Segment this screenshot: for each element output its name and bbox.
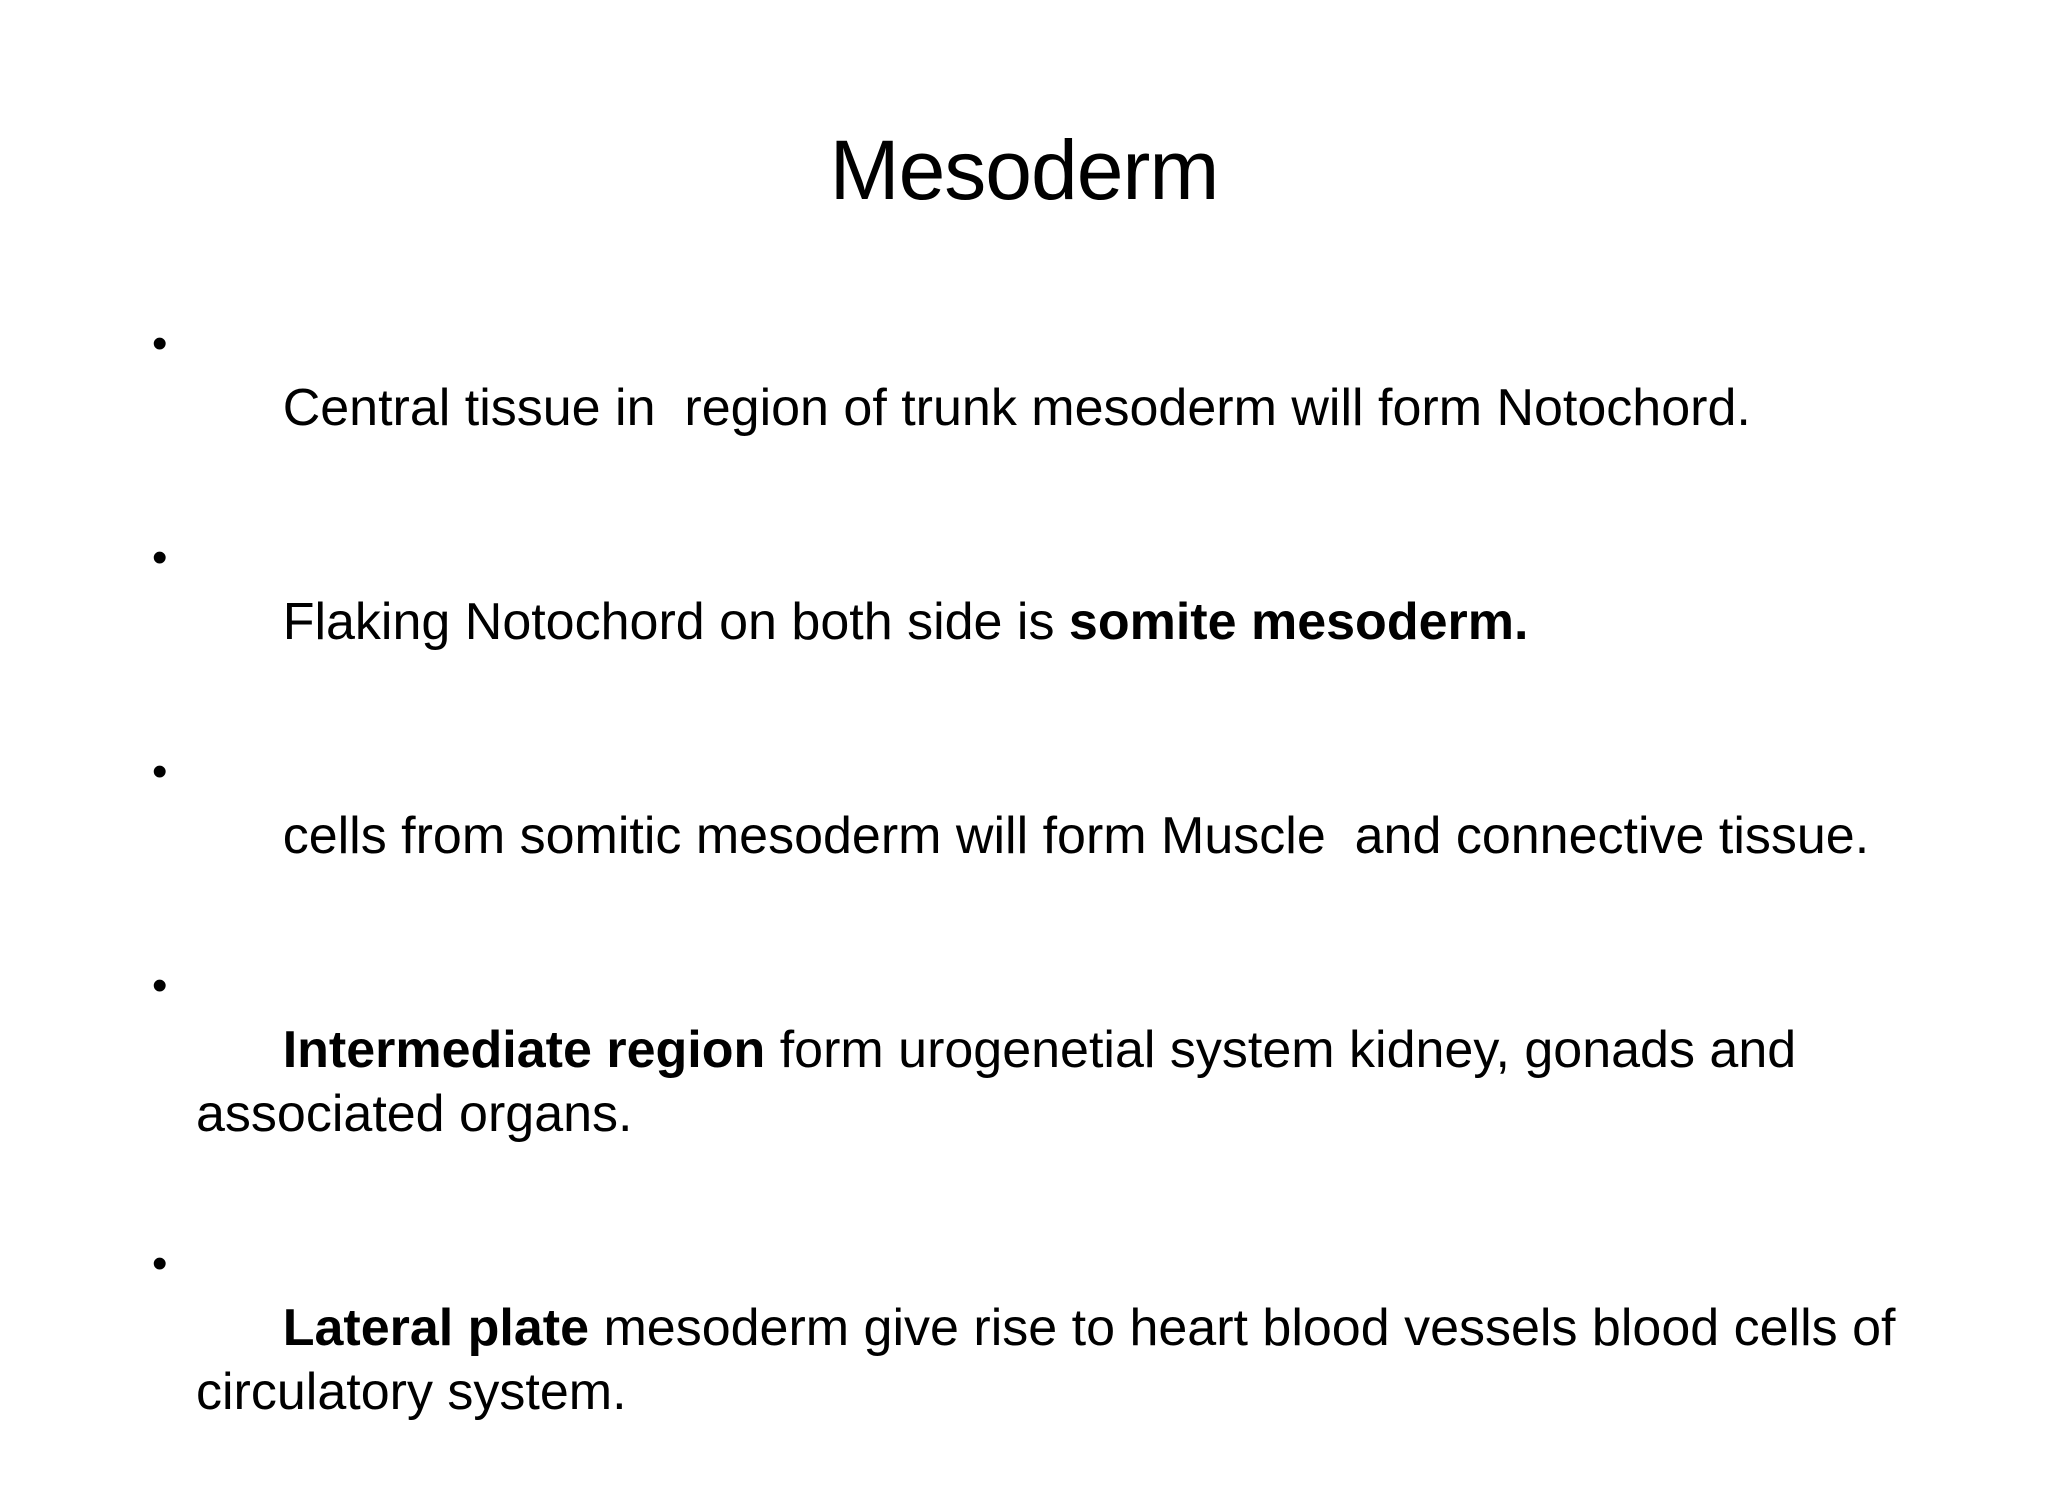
bullet-icon: • xyxy=(152,961,168,1010)
bullet-icon: • xyxy=(152,747,168,796)
bullet-list xyxy=(152,312,1912,1510)
bullet-icon: • xyxy=(152,319,168,368)
bullet-item-somite xyxy=(152,526,1912,718)
bullet-bold-term: Intermediate region xyxy=(282,1021,766,1079)
bullet-item-notochord xyxy=(152,312,1912,504)
bullet-item-somitic-cells xyxy=(152,740,1912,932)
bullet-bold-term: Lateral plate xyxy=(282,1299,590,1357)
bullet-text: cells from somitic mesoderm will form Muscle and connective tissue. xyxy=(282,807,1870,865)
slide-title: Mesoderm xyxy=(829,123,1219,217)
bullet-text: form urogenetial system kidney, gonads and associated organs. xyxy=(196,1021,1811,1143)
bullet-text: mesoderm give rise to heart blood vessels blood cells of circulatory system. xyxy=(196,1299,1910,1421)
bullet-bold-term: somite mesoderm. xyxy=(1068,593,1529,651)
bullet-item-lateral-plate xyxy=(152,1232,1912,1488)
bullet-icon: • xyxy=(152,1239,168,1288)
bullet-text: Central tissue in region of trunk mesoderm will form Notochord. xyxy=(282,379,1751,437)
bullet-item-intermediate xyxy=(152,954,1912,1210)
bullet-text: Flaking Notochord on both side is xyxy=(282,593,1069,651)
bullet-icon: • xyxy=(152,533,168,582)
